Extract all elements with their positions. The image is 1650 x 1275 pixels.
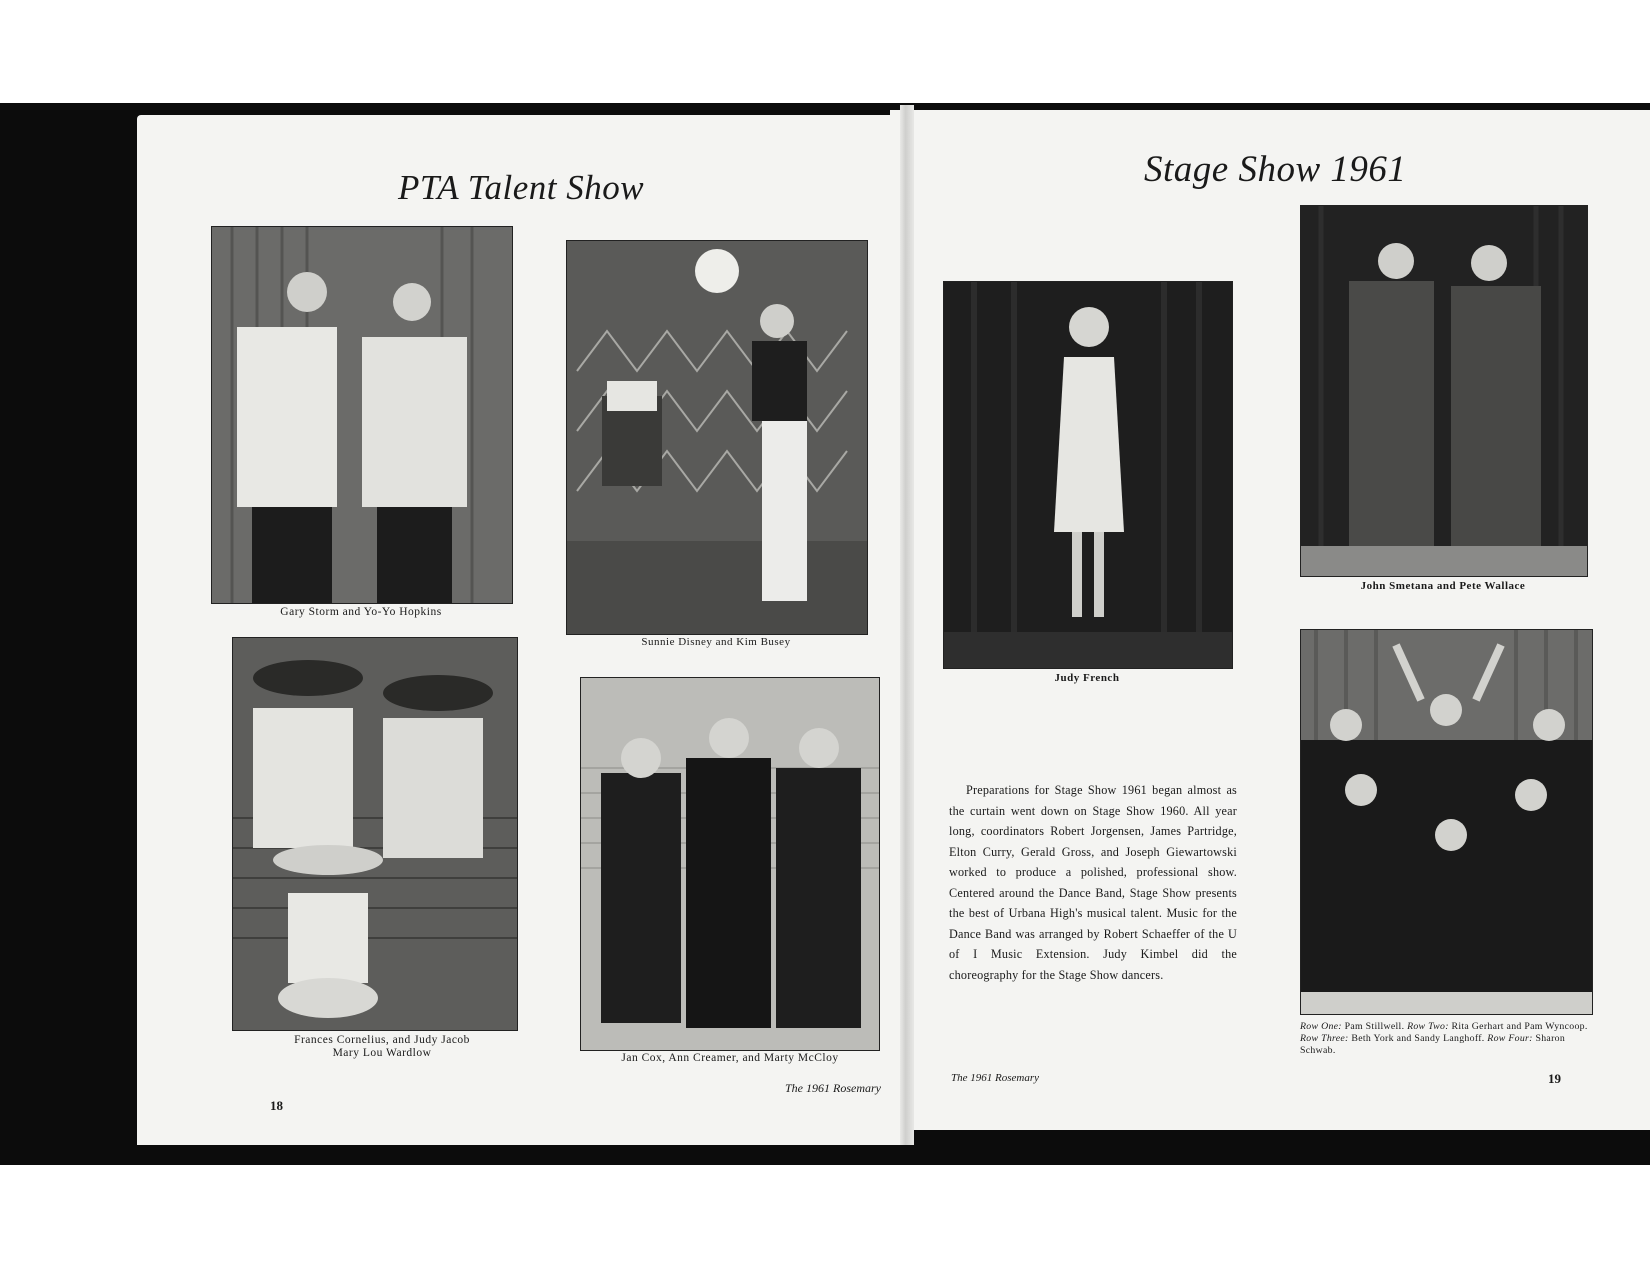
stage-show-article <box>949 780 1237 985</box>
photo-frances-cornelius-judy-jacob <box>232 637 518 1031</box>
caption-row-three-label: Row Three: <box>1300 1033 1349 1044</box>
photo-gary-storm-yoyo-hopkins <box>211 226 513 604</box>
caption-frances-line-1: Frances Cornelius, and Judy Jacob <box>294 1034 470 1046</box>
caption-row-two: Rita Gerhart and Pam Wyncoop. <box>1451 1021 1588 1032</box>
page-number-right: 19 <box>1548 1071 1561 1086</box>
page-title-stage-show-1961: Stage Show 1961 <box>1144 149 1407 190</box>
caption-row-four: Sharon Schwab. <box>1300 1033 1566 1056</box>
page-title-pta-talent-show: PTA Talent Show <box>398 168 645 207</box>
caption-gary-storm: Gary Storm and Yo-Yo Hopkins <box>280 606 442 618</box>
photo-sunnie-disney-kim-busey <box>566 240 868 635</box>
book-gutter <box>900 105 914 1145</box>
footer-right: The 1961 Rosemary <box>951 1072 1039 1084</box>
stage-show-paragraph: Preparations for Stage Show 1961 began almost as the curtain went down on Stage Show 1960. All year long, coordinators Robert Jorgensen, James Partridge, Elton Curry, Gerald Gross, and Joseph Giewartowski worked to produce a polished, professional show. Centered around the Dance Band, Stage Show presents the best of Urbana High's musical talent. Music for the Dance Band was arranged by Robert Schaeffer of the U of I Music Extension. Judy Kimbel did the choreography for the Stage Show dancers. <box>949 783 1237 982</box>
caption-row-three: Beth York and Sandy Langhoff. <box>1351 1033 1485 1044</box>
page-number-left: 18 <box>270 1098 283 1113</box>
caption-frances-line-2: Mary Lou Wardlow <box>332 1047 432 1059</box>
caption-row-one-label: Row One: <box>1300 1021 1342 1032</box>
caption-row-one: Pam Stillwell. <box>1344 1021 1405 1032</box>
photo-jan-cox-ann-creamer-marty-mccloy <box>580 677 880 1051</box>
caption-row-four-label: Row Four: <box>1487 1033 1533 1044</box>
photo-stage-show-dancers <box>1300 629 1593 1015</box>
caption-john-smetana: John Smetana and Pete Wallace <box>1360 580 1526 592</box>
photo-john-smetana-pete-wallace <box>1300 205 1588 577</box>
footer-left: The 1961 Rosemary <box>785 1081 881 1095</box>
caption-row-two-label: Row Two: <box>1407 1021 1449 1032</box>
caption-jan-cox: Jan Cox, Ann Creamer, and Marty McCloy <box>621 1052 839 1064</box>
caption-frances-cornelius <box>232 1034 532 1060</box>
caption-judy-french: Judy French <box>1054 672 1120 684</box>
photo-judy-french <box>943 281 1233 669</box>
caption-sunnie-disney: Sunnie Disney and Kim Busey <box>641 636 791 648</box>
caption-dancers <box>1300 1021 1592 1057</box>
